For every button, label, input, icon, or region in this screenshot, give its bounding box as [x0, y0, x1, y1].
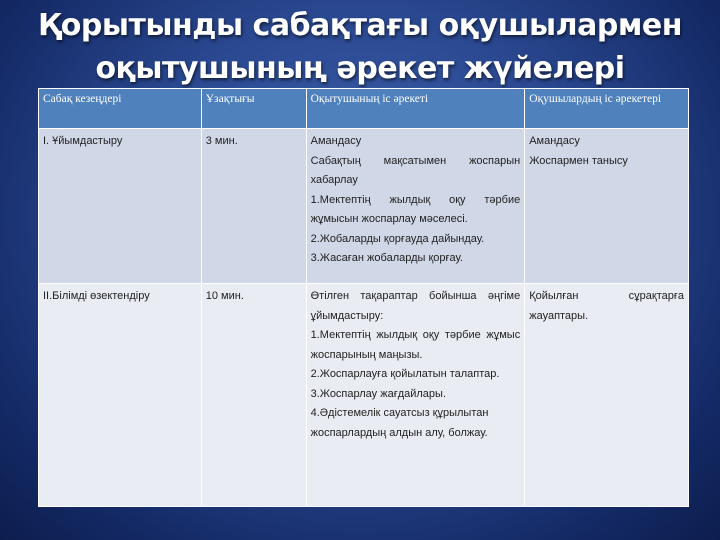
table-row: [39, 129, 689, 284]
text-line: Сабақтың мақсатымен жоспарын хабарлау: [310, 154, 521, 186]
header-teacher-activity: Оқытушының іс әрекеті: [306, 89, 525, 129]
text-line: Жоспармен танысу: [529, 154, 628, 167]
lesson-stages-table: [38, 88, 689, 507]
header-duration: Ұзақтығы: [201, 89, 306, 129]
cell-students: [525, 129, 689, 284]
text-line: 2.Жобаларды қорғауда дайындау.: [310, 232, 485, 245]
slide-title: [0, 4, 720, 90]
cell-teacher: [306, 284, 525, 507]
cell-students: Қойылған сұрақтарға жауаптары.: [525, 284, 689, 507]
text-line: Амандасу: [529, 135, 580, 147]
header-stages: Сабақ кезеңдері: [39, 89, 202, 129]
header-student-activity: Оқушылардың іс әрекетері: [525, 89, 689, 129]
text-line: 1.Мектептің жылдық оқу тәрбие жұмыс жоспарының маңызы.: [310, 329, 521, 361]
cell-duration: 10 мин.: [201, 284, 306, 507]
cell-duration: 3 мин.: [201, 129, 306, 284]
table-row: [39, 284, 689, 507]
title-line-2: оқытушының әрекет жүйелері: [95, 51, 625, 86]
text-line: 3.Жасаған жобаларды қорғау.: [310, 252, 463, 264]
text-line: 3.Жоспарлау жағдайлары.: [310, 387, 447, 400]
title-line-1: Қорытынды сабақтағы оқушылармен: [38, 8, 682, 43]
text-line: Амандасу: [310, 135, 362, 147]
table-header-row: [39, 89, 689, 129]
text-line: 2.Жоспарлауға қойылатын талаптар.: [310, 368, 500, 380]
text-line: 4.Әдістемелік сауатсыз құрылытан жоспарлардың алдын алу, болжау.: [310, 407, 489, 439]
cell-teacher: [306, 129, 525, 284]
text-line: Өтілген тақараптар бойынша әңгіме ұйымдастыру:: [310, 290, 521, 322]
cell-stage: I. Ұйымдастыру: [39, 129, 202, 284]
cell-stage: II.Білімді өзектендіру: [39, 284, 202, 507]
text-line: 1.Мектептің жылдық оқу тәрбие жұмысын жоспарлау мәселесі.: [310, 193, 521, 225]
